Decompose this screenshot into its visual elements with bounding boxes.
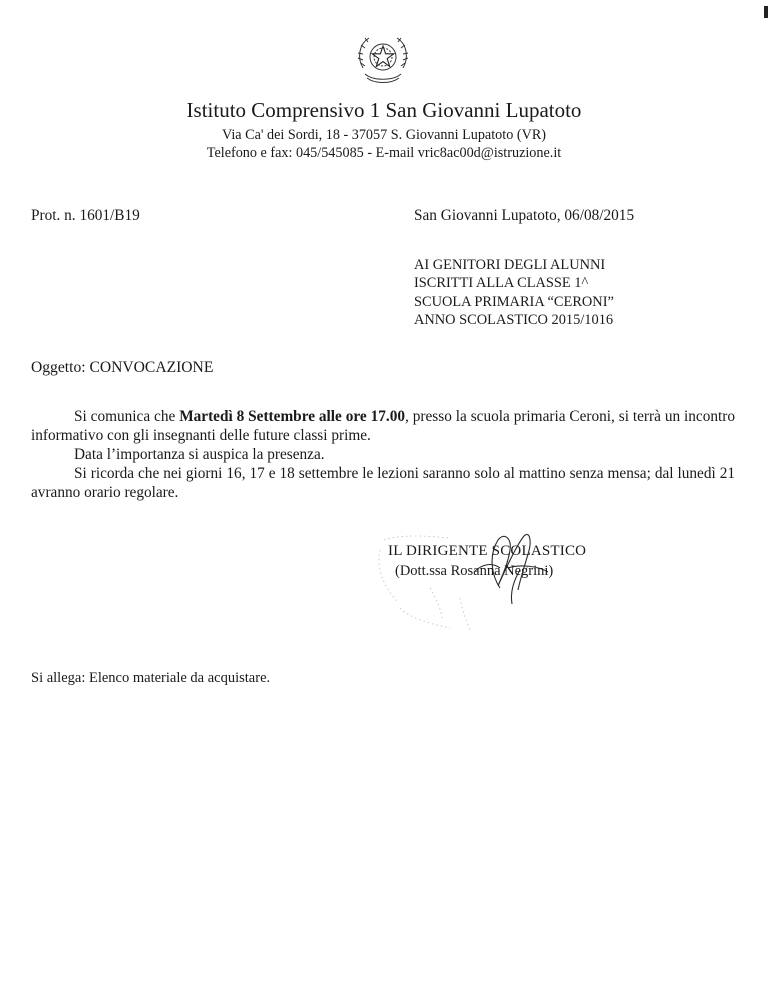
- institution-contacts: Telefono e fax: 045/545085 - E-mail vric8ac00d@istruzione.it: [206, 145, 562, 161]
- recipient-line: AI GENITORI DEGLI ALUNNI: [414, 257, 606, 273]
- attachment-note: Si allega: Elenco materiale da acquistare.: [31, 670, 271, 686]
- body-paragraph-1: Si comunica che Martedì 8 Settembre alle ore 17.00, presso la scuola primaria Ceroni, si terrà un incontro informativo con gli insegnanti delle future classi prime.: [31, 408, 736, 444]
- letter-body: [31, 407, 735, 502]
- protocol-number: Prot. n. 1601/B19: [31, 207, 140, 224]
- scan-edge-mark: [764, 6, 768, 18]
- signature-block: [370, 528, 640, 653]
- place-date: San Giovanni Lupatoto, 06/08/2015: [414, 207, 635, 224]
- institution-name: Istituto Comprensivo 1 San Giovanni Lupatoto: [186, 98, 582, 122]
- recipient-line: ANNO SCOLASTICO 2015/1016: [414, 311, 614, 328]
- body-paragraph-2: Data l’importanza si auspica la presenza.: [74, 446, 325, 463]
- subject-line: Oggetto: CONVOCAZIONE: [31, 359, 214, 376]
- republic-emblem-icon: [351, 28, 415, 92]
- recipient-line: SCUOLA PRIMARIA “CERONI”: [414, 293, 614, 310]
- signer-role: IL DIRIGENTE SCOLASTICO: [388, 543, 587, 559]
- meeting-datetime: Martedì 8 Settembre alle ore 17.00: [179, 408, 406, 425]
- recipient-line: ISCRITTI ALLA CLASSE 1^: [414, 275, 589, 292]
- signer-name: (Dott.ssa Rosanna Negrini): [395, 563, 554, 579]
- recipients-block: [414, 256, 614, 329]
- institution-address: Via Ca' dei Sordi, 18 - 37057 S. Giovanni Lupatoto (VR): [221, 127, 547, 143]
- body-paragraph-3: Si ricorda che nei giorni 16, 17 e 18 settembre le lezioni saranno solo al mattino senza mensa; dal lunedì 21 avranno orario regolare.: [31, 465, 735, 501]
